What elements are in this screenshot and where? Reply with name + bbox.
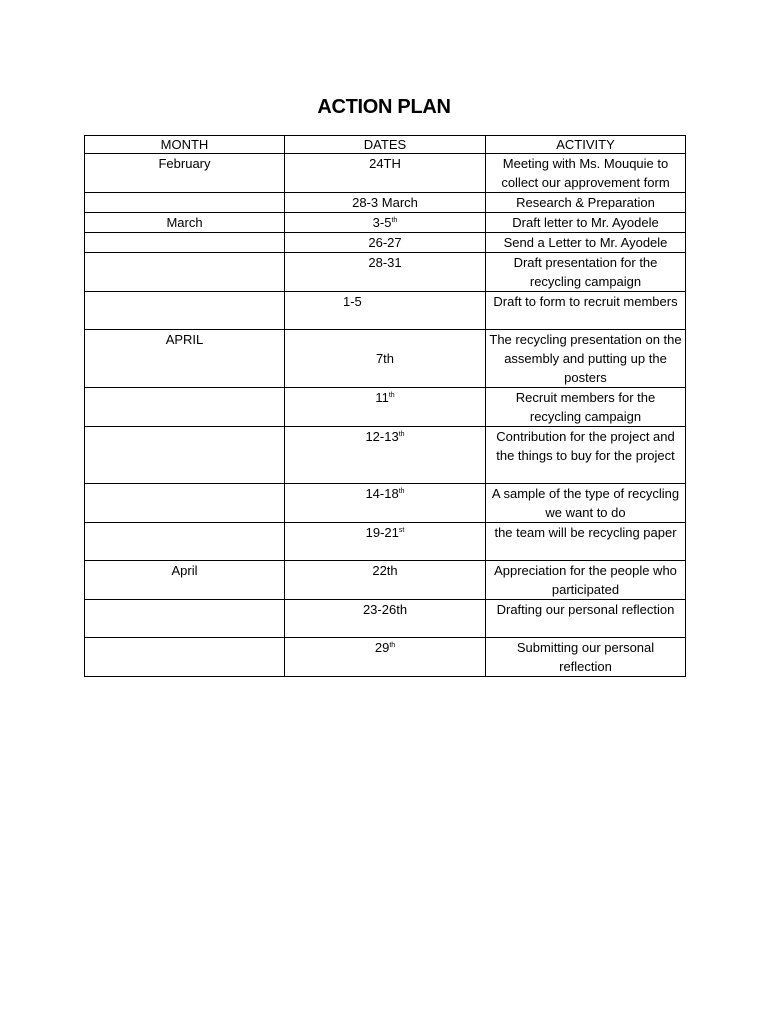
table-row — [85, 154, 686, 193]
activity-cell: Recruit members for the recycling campaign — [486, 388, 686, 427]
dates-cell — [285, 600, 486, 638]
activity-cell: Drafting our personal reflection — [486, 600, 686, 638]
table-row — [85, 233, 686, 253]
date-text: 23-26th — [362, 602, 408, 617]
table-row — [85, 213, 686, 233]
date-text: 22th — [372, 563, 398, 578]
table-row — [85, 638, 686, 677]
table-row — [85, 523, 686, 561]
action-plan-table — [84, 135, 686, 677]
table-row — [85, 427, 686, 484]
dates-cell — [285, 292, 486, 330]
dates-cell — [285, 330, 486, 388]
table-row — [85, 330, 686, 388]
date-text: 3-5 — [372, 215, 392, 230]
month-cell — [85, 253, 285, 292]
dates-cell — [285, 427, 486, 484]
month-cell: February — [85, 154, 285, 193]
header-month: MONTH — [85, 136, 285, 154]
date-suffix: th — [388, 392, 395, 399]
date-suffix: th — [391, 217, 398, 224]
date-text: 28-31 — [368, 255, 402, 270]
activity-cell: A sample of the type of recycling we want to do — [486, 484, 686, 523]
dates-cell — [285, 253, 486, 292]
month-cell — [85, 233, 285, 253]
month-cell: April — [85, 561, 285, 600]
month-cell — [85, 600, 285, 638]
month-cell — [85, 523, 285, 561]
month-cell — [85, 484, 285, 523]
dates-cell — [285, 561, 486, 600]
date-suffix: th — [398, 488, 405, 495]
date-text: 24TH — [369, 156, 401, 171]
dates-cell — [285, 154, 486, 193]
dates-cell — [285, 213, 486, 233]
dates-cell — [285, 388, 486, 427]
month-cell: APRIL — [85, 330, 285, 388]
dates-cell — [285, 638, 486, 677]
date-text: 26-27 — [368, 235, 402, 250]
activity-cell: Meeting with Ms. Mouquie to collect our approvement form — [486, 154, 686, 193]
activity-cell: Appreciation for the people who participated — [486, 561, 686, 600]
page-title: ACTION PLAN — [317, 96, 451, 118]
month-cell — [85, 292, 285, 330]
activity-cell: Draft presentation for the recycling campaign — [486, 253, 686, 292]
activity-cell: Draft to form to recruit members — [486, 292, 686, 330]
month-cell: March — [85, 213, 285, 233]
date-text: 7th — [375, 351, 395, 366]
date-text: 12-13 — [365, 429, 399, 444]
dates-cell — [285, 484, 486, 523]
header-dates: DATES — [285, 136, 486, 154]
table-row — [85, 253, 686, 292]
activity-cell: Draft letter to Mr. Ayodele — [486, 213, 686, 233]
dates-cell — [285, 193, 486, 213]
date-suffix: th — [389, 642, 396, 649]
month-cell — [85, 638, 285, 677]
month-cell — [85, 388, 285, 427]
date-text: 11 — [375, 390, 389, 405]
activity-cell: Submitting our personal reflection — [486, 638, 686, 677]
table-header-row — [85, 136, 686, 154]
table-row — [85, 193, 686, 213]
month-cell — [85, 427, 285, 484]
table-row — [85, 388, 686, 427]
activity-cell: Contribution for the project and the things to buy for the project — [486, 427, 686, 484]
dates-cell — [285, 233, 486, 253]
dates-cell — [285, 523, 486, 561]
month-cell — [85, 193, 285, 213]
table-row — [85, 600, 686, 638]
activity-cell: the team will be recycling paper — [486, 523, 686, 561]
date-suffix: th — [398, 431, 405, 438]
table-row — [85, 561, 686, 600]
activity-cell: Send a Letter to Mr. Ayodele — [486, 233, 686, 253]
header-activity: ACTIVITY — [486, 136, 686, 154]
date-text: 19-21 — [365, 525, 399, 540]
table-row — [85, 484, 686, 523]
activity-cell: Research & Preparation — [486, 193, 686, 213]
table-row — [85, 292, 686, 330]
date-text: 28-3 March — [352, 195, 418, 210]
date-text: 14-18 — [365, 486, 399, 501]
activity-cell: The recycling presentation on the assembly and putting up the posters — [486, 330, 686, 388]
date-suffix: st — [398, 527, 405, 534]
date-text: 29 — [374, 640, 390, 655]
date-text: 1-5 — [343, 294, 362, 309]
